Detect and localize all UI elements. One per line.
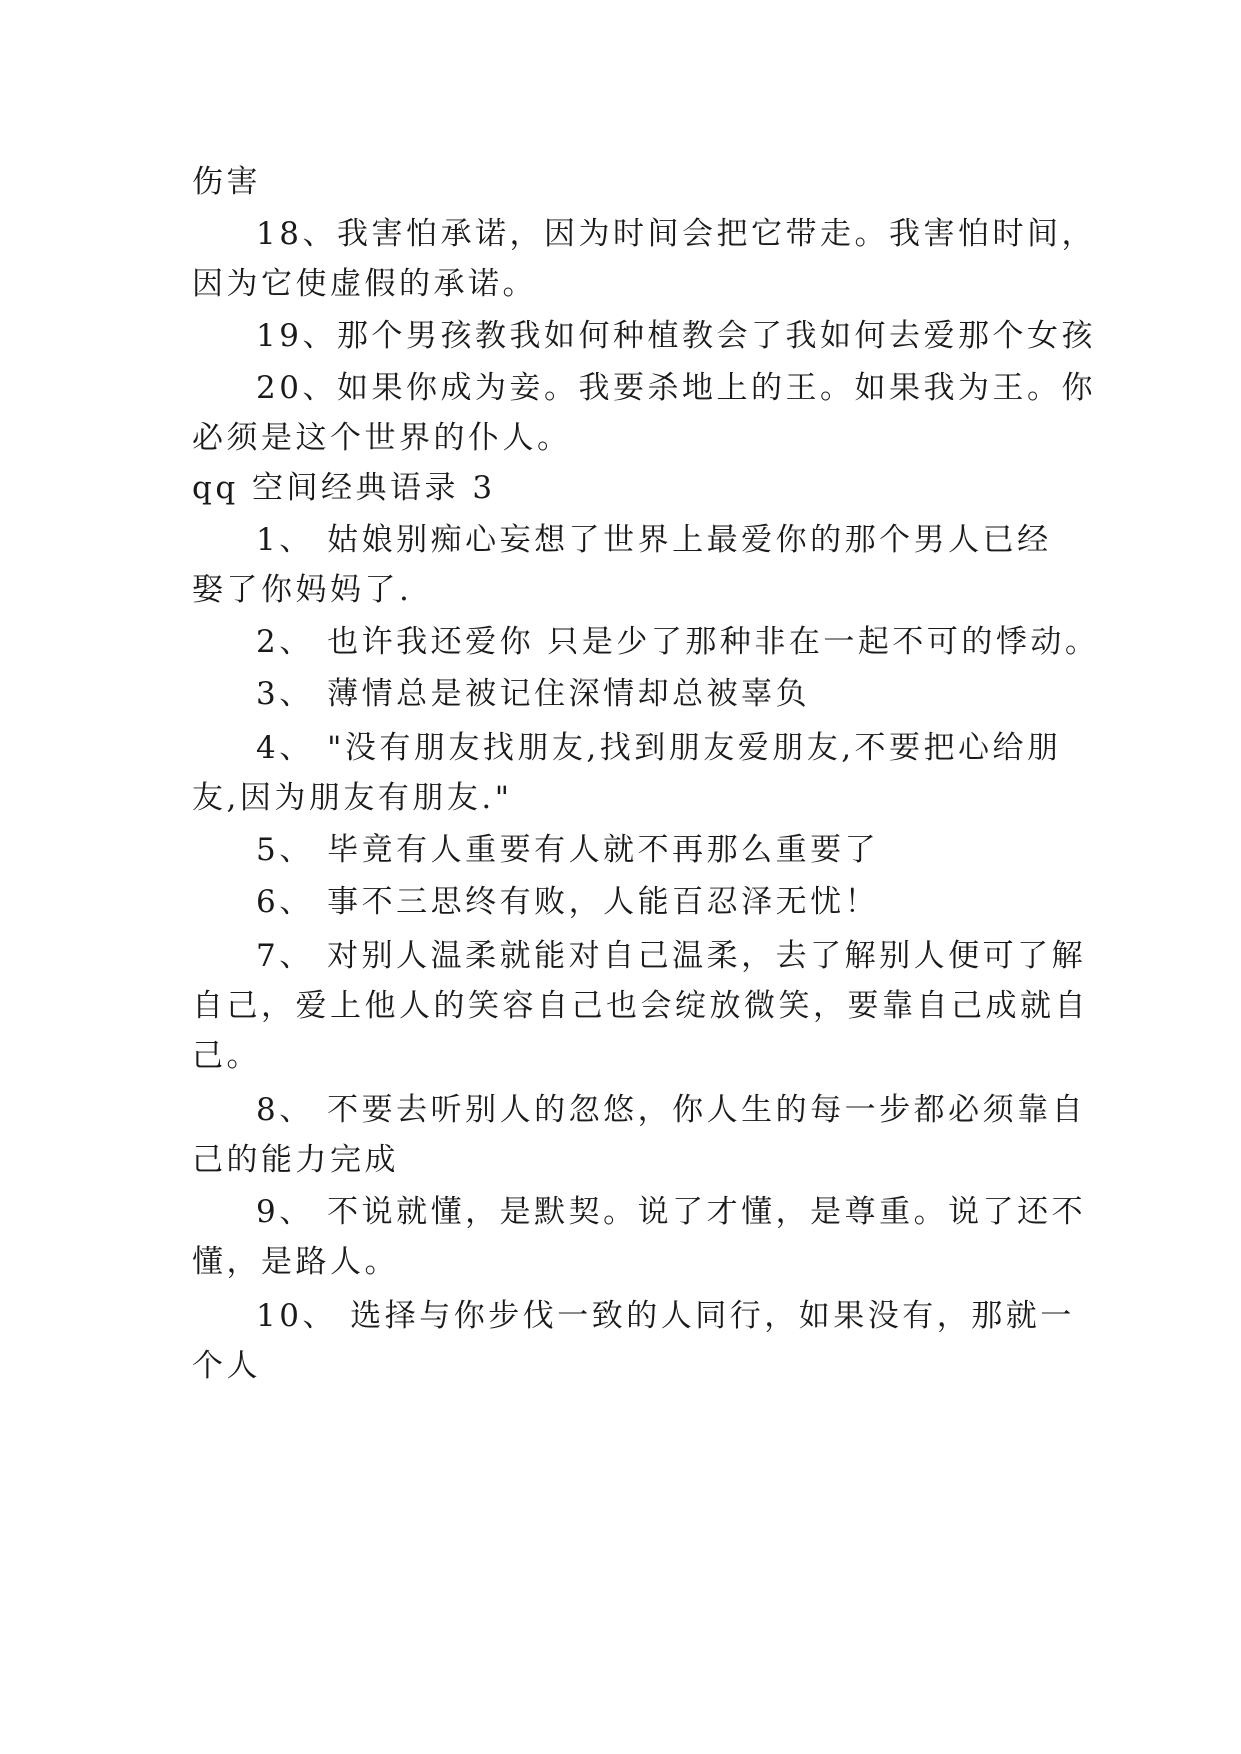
text-line: 10、 选择与你步伐一致的人同行，如果没有，那就一 <box>256 1298 1075 1334</box>
text-line: 18、我害怕承诺，因为时间会把它带走。我害怕时间， <box>256 216 1096 252</box>
text-line: 己。 <box>192 1038 261 1074</box>
text-line: 19、那个男孩教我如何种植教会了我如何去爱那个女孩 <box>256 318 1096 354</box>
text-line: 4、 "没有朋友找朋友,找到朋友爱朋友,不要把心给朋 <box>256 730 1062 766</box>
text-line: 2、 也许我还爱你 只是少了那种非在一起不可的悸动。 <box>256 624 1100 660</box>
text-line: 8、 不要去听别人的忽悠，你人生的每一步都必须靠自 <box>256 1092 1087 1128</box>
text-line: 友,因为朋友有朋友." <box>192 780 513 816</box>
text-line: 娶了你妈妈了. <box>192 572 413 608</box>
text-line: 7、 对别人温柔就能对自己温柔，去了解别人便可了解 <box>256 938 1087 974</box>
text-line: 己的能力完成 <box>192 1142 399 1178</box>
section-heading: qq 空间经典语录 3 <box>192 470 496 506</box>
text-line: 伤害 <box>192 164 261 200</box>
text-line: 5、 毕竟有人重要有人就不再那么重要了 <box>256 832 880 868</box>
text-line: 1、 姑娘别痴心妄想了世界上最爱你的那个男人已经 <box>256 522 1052 558</box>
text-line: 自己，爱上他人的笑容自己也会绽放微笑，要靠自己成就自 <box>192 988 1089 1024</box>
text-line: 个人 <box>192 1348 261 1384</box>
text-line: 9、 不说就懂，是默契。说了才懂，是尊重。说了还不 <box>256 1194 1087 1230</box>
text-line: 必须是这个世界的仆人。 <box>192 420 572 456</box>
text-line: 6、 事不三思终有败，人能百忍泽无忧！ <box>256 884 880 920</box>
text-line: 3、 薄情总是被记住深情却总被辜负 <box>256 676 811 712</box>
text-line: 因为它使虚假的承诺。 <box>192 266 537 302</box>
text-line: 20、如果你成为妾。我要杀地上的王。如果我为王。你 <box>256 370 1096 406</box>
text-line: 懂，是路人。 <box>192 1244 399 1280</box>
